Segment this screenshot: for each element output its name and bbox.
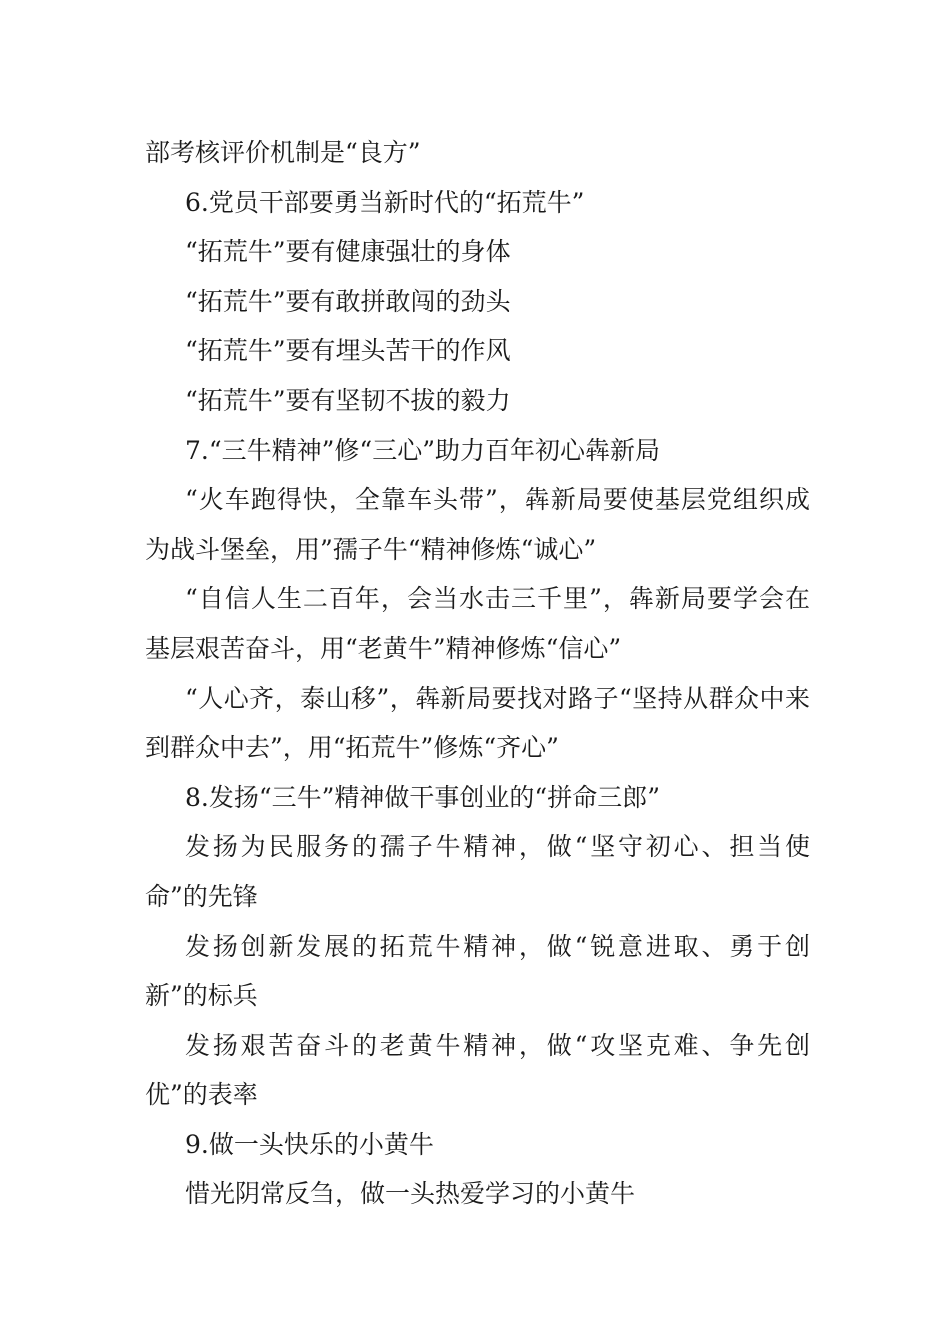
paragraph: “火车跑得快，全靠车头带”，犇新局要使基层党组织成为战斗堡垒，用”孺子牛“精神修炼“诚心” <box>145 485 810 564</box>
paragraph: 发扬创新发展的拓荒牛精神，做“锐意进取、勇于创新”的标兵 <box>145 931 810 1011</box>
section-heading-9: 9.做一头快乐的小黄牛 <box>185 1129 434 1159</box>
paragraph: “自信人生二百年，会当水击三千里”，犇新局要学会在基层艰苦奋斗，用“老黄牛”精神修炼“信心” <box>145 584 810 663</box>
document-body <box>145 128 810 1219</box>
section-heading-8: 8.发扬“三牛”精神做干事创业的“拼命三郎” <box>185 782 660 812</box>
paragraph: 发扬艰苦奋斗的老黄牛精神，做“攻坚克难、争先创优”的表率 <box>145 1030 810 1110</box>
section-heading-7: 7.“三牛精神”修“三心”助力百年初心犇新局 <box>185 435 660 465</box>
text-line: 惜光阴常反刍，做一头热爱学习的小黄牛 <box>185 1179 636 1209</box>
paragraph: “人心齐，泰山移”，犇新局要找对路子“坚持从群众中来到群众中去”，用“拓荒牛”修炼“齐心” <box>145 683 810 763</box>
text-line: “拓荒牛”要有坚韧不拔的毅力 <box>185 385 511 415</box>
section-heading-6: 6.党员干部要勇当新时代的“拓荒牛” <box>185 187 585 217</box>
text-line: “拓荒牛”要有敢拼敢闯的劲头 <box>185 286 511 316</box>
paragraph: 发扬为民服务的孺子牛精神，做“坚守初心、担当使命”的先锋 <box>145 832 810 911</box>
text-line: “拓荒牛”要有健康强壮的身体 <box>185 237 511 267</box>
text-line: “拓荒牛”要有埋头苦干的作风 <box>185 336 511 366</box>
text-line: 部考核评价机制是“良方” <box>145 138 421 167</box>
